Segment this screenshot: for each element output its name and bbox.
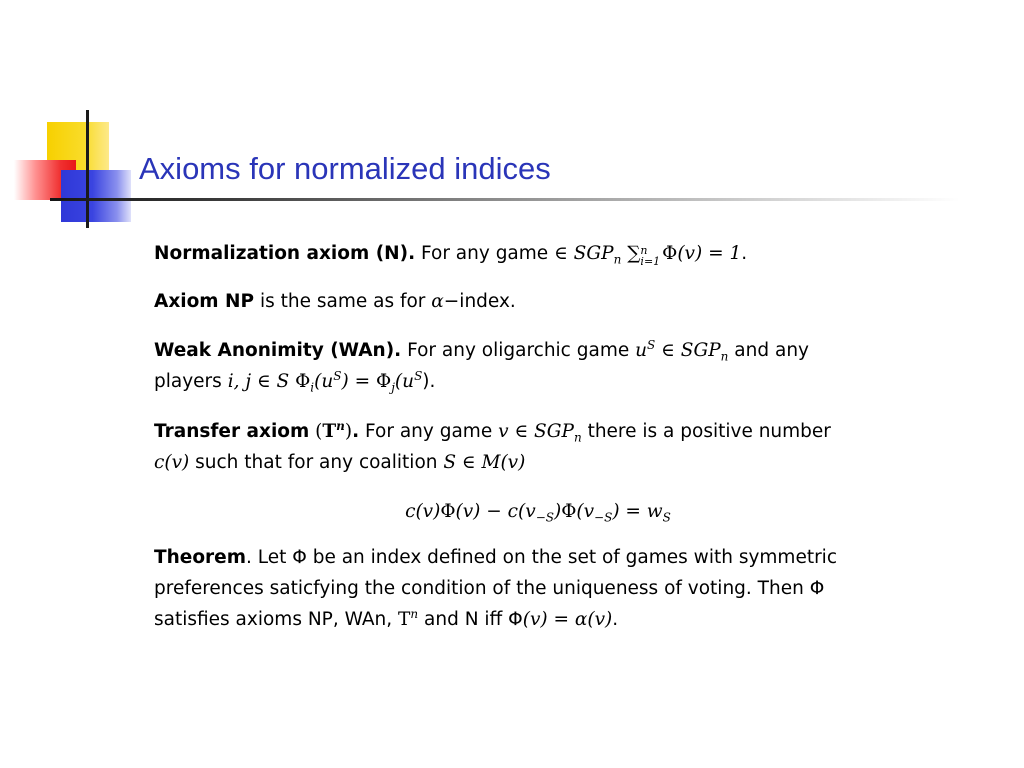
transfer-equation bbox=[154, 496, 922, 527]
game-u-sup: S bbox=[647, 337, 656, 352]
eq-part3: ) bbox=[553, 501, 562, 522]
axiom-np-heading: Axiom NP bbox=[154, 291, 255, 312]
eq-part5: ) = w bbox=[612, 501, 663, 522]
eq-part4: (v bbox=[576, 501, 595, 522]
axiom-np-suffix: −index. bbox=[443, 291, 516, 312]
normalization-heading: Normalization axiom (N). bbox=[154, 243, 416, 264]
period: . bbox=[352, 421, 360, 442]
eq-sub1: −S bbox=[535, 510, 554, 525]
game-class: SGP bbox=[534, 421, 574, 442]
wan-heading: Weak Anonimity (WAn). bbox=[154, 340, 402, 361]
deco-vertical-line bbox=[86, 110, 89, 228]
game-class: SGP bbox=[573, 243, 614, 264]
t-sup: n bbox=[410, 606, 419, 621]
v-in: v ∈ bbox=[498, 421, 529, 442]
transfer-text3: such that for any coalition bbox=[195, 452, 438, 473]
paren: ( bbox=[315, 421, 323, 442]
game-u: u bbox=[635, 340, 648, 361]
normalization-text: For any game bbox=[421, 243, 549, 264]
t-symbol: T bbox=[398, 609, 411, 630]
paren-u: (u bbox=[314, 371, 334, 392]
element-of-symbol: ∈ bbox=[661, 340, 675, 361]
phi-symbol: Φ bbox=[440, 501, 456, 522]
transfer-text1: For any game bbox=[365, 421, 493, 442]
theorem-text2: preferences saticfying the condition of the uniqueness of voting. Then Φ bbox=[154, 578, 825, 599]
phi-sub-i: i bbox=[310, 380, 315, 395]
c-v: c(v) bbox=[154, 452, 190, 473]
eq-part2: (v) − c(v bbox=[455, 501, 536, 522]
axiom-np-text: is the same as for bbox=[259, 291, 426, 312]
normalization-formula: (v) = 1 bbox=[677, 243, 742, 264]
transfer-heading: Transfer axiom bbox=[154, 421, 310, 442]
coalition-formula: S ∈ M(v) bbox=[443, 452, 526, 473]
players-formula: i, j ∈ S bbox=[227, 371, 290, 392]
phi-symbol: Φ bbox=[295, 371, 311, 392]
slide-title: Axioms for normalized indices bbox=[139, 151, 551, 186]
wan-text3: players bbox=[154, 371, 222, 392]
period: . bbox=[741, 243, 748, 264]
close-paren: ). bbox=[422, 371, 436, 392]
phi-symbol: Φ bbox=[376, 371, 392, 392]
sum-upper: n bbox=[640, 244, 648, 257]
eq-part1: c(v) bbox=[405, 501, 441, 522]
wan-text1: For any oligarchic game bbox=[407, 340, 630, 361]
t-symbol: T bbox=[322, 421, 337, 442]
theorem-formula: (v) = α(v) bbox=[522, 609, 613, 630]
paren-u: (u bbox=[394, 371, 415, 392]
element-of-symbol: ∈ bbox=[554, 243, 568, 264]
theorem bbox=[154, 542, 914, 635]
game-class: SGP bbox=[680, 340, 721, 361]
game-class-sub: n bbox=[613, 252, 622, 267]
sum-lower: i=1 bbox=[640, 255, 661, 268]
theorem-text3: satisfies axioms NP, WAn, bbox=[154, 609, 393, 630]
phi-sub-j: j bbox=[391, 380, 395, 395]
equals: ) = bbox=[341, 371, 371, 392]
phi-symbol: Φ bbox=[561, 501, 577, 522]
phi-symbol: Φ bbox=[662, 243, 678, 264]
t-sup: n bbox=[336, 418, 345, 433]
wan-text2: and any bbox=[734, 340, 809, 361]
deco-blue-square bbox=[61, 170, 131, 222]
alpha-symbol: α bbox=[431, 291, 444, 312]
theorem-text1: . Let Φ be an index defined on the set of games with symmetric bbox=[246, 547, 837, 568]
normalization-axiom bbox=[154, 238, 914, 269]
paren: ) bbox=[344, 421, 353, 442]
theorem-heading: Theorem bbox=[154, 547, 246, 568]
period: . bbox=[612, 609, 619, 630]
eq-sub3: S bbox=[662, 510, 671, 525]
eq-sub2: −S bbox=[594, 510, 613, 525]
title-underline bbox=[50, 198, 960, 201]
transfer-text2: there is a positive number bbox=[587, 421, 831, 442]
theorem-text4: and N iff Φ bbox=[424, 609, 523, 630]
sup-s: S bbox=[414, 368, 423, 383]
axiom-np bbox=[154, 286, 914, 317]
game-class-sub: n bbox=[720, 349, 729, 364]
sum-symbol: ∑ bbox=[627, 243, 641, 264]
sup-s: S bbox=[333, 368, 342, 383]
transfer-axiom bbox=[154, 416, 914, 478]
sum-limits bbox=[640, 245, 660, 267]
game-class-sub: n bbox=[573, 430, 582, 445]
weak-anonymity-axiom bbox=[154, 335, 914, 397]
